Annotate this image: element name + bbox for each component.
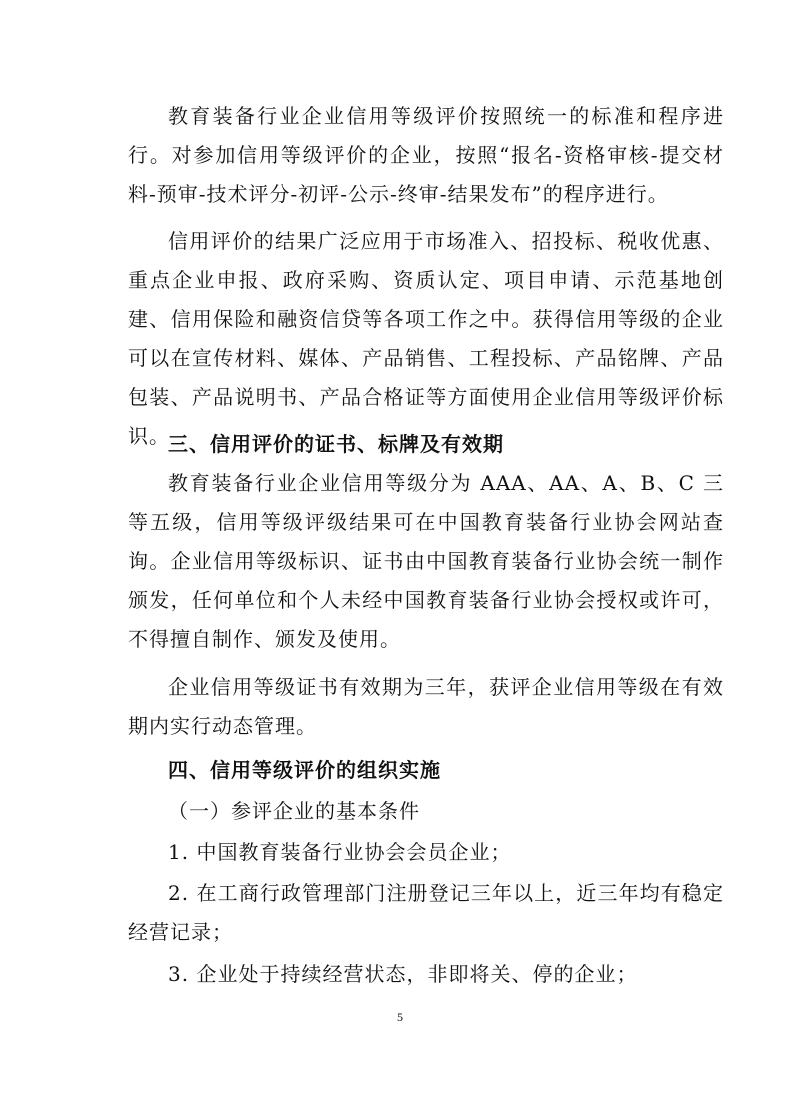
condition-item-1: 1. 中国教育装备行业协会会员企业；	[168, 840, 512, 864]
section-heading-organization: 四、信用等级评价的组织实施	[168, 758, 441, 782]
paragraph-evaluation-procedure: 教育装备行业企业信用等级评价按照统一的标准和程序进行。对参加信用等级评价的企业，按照“报名-资格审核-提交材料-预审-技术评分-初评-公示-终审-结果发布”的程序进行。	[128, 104, 724, 206]
paragraph-credit-levels: 教育装备行业企业信用等级分为 AAA、AA、A、B、C 三等五级，信用等级评级结果可在中国教育装备行业协会网站查询。企业信用等级标识、证书由中国教育装备行业协会统一制作颁发，任何单位和个人未经中国教育装备行业协会授权或许可，不得擅自制作、颁发及使用。	[128, 471, 724, 651]
page-number: 5	[397, 1010, 403, 1024]
section-heading-certificate: 三、信用评价的证书、标牌及有效期	[168, 432, 504, 456]
subheading-basic-conditions: （一）参评企业的基本条件	[168, 799, 420, 823]
paragraph-validity-period: 企业信用等级证书有效期为三年，获评企业信用等级在有效期内实行动态管理。	[128, 675, 724, 738]
condition-item-3: 3. 企业处于持续经营状态，非即将关、停的企业；	[168, 962, 638, 986]
paragraph-result-application: 信用评价的结果广泛应用于市场准入、招投标、税收优惠、重点企业申报、政府采购、资质认定、项目申请、示范基地创建、信用保险和融资信贷等各项工作之中。获得信用等级的企业可以在宣传材料、媒体、产品销售、工程投标、产品铭牌、产品包装、产品说明书、产品合格证等方面使用企业信用等级评价标识。	[128, 229, 724, 448]
condition-item-2: 2. 在工商行政管理部门注册登记三年以上，近三年均有稳定经营记录；	[128, 881, 724, 944]
